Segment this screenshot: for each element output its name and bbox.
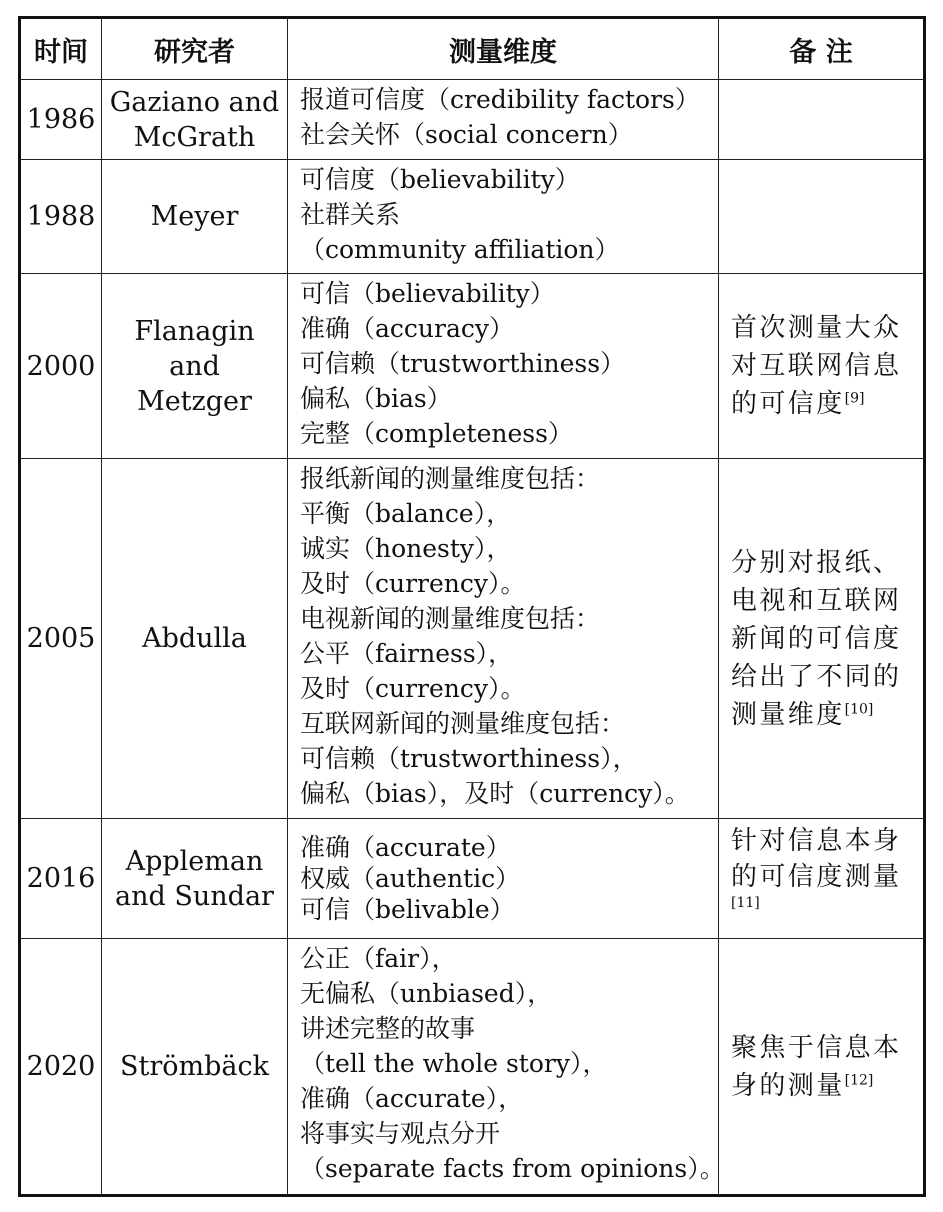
- note-line: 针对信息本身: [731, 826, 902, 856]
- table-row: [20, 939, 925, 1196]
- note-line: 分别对报纸、: [731, 547, 902, 578]
- note-line: [731, 1067, 915, 1105]
- note-line: 给出了不同的: [731, 661, 902, 692]
- citation-ref: [12]: [844, 1071, 874, 1088]
- dimension-line: 无偏私（unbiased），: [300, 979, 553, 1008]
- dimension-line: 社群关系: [300, 200, 401, 229]
- researcher-cell: [102, 274, 288, 459]
- credibility-dimensions-table: [18, 16, 926, 1197]
- note-line: [731, 385, 915, 423]
- dimension-line: 偏私（bias）: [300, 384, 452, 413]
- year-cell: 2020: [20, 939, 102, 1196]
- dimensions-cell: [288, 80, 719, 160]
- note-line: 的可信度测量: [731, 862, 902, 892]
- researcher-line: Strömbäck: [120, 1051, 269, 1082]
- dimension-line: （tell the whole story），: [300, 1049, 608, 1078]
- citation-ref: [9]: [844, 390, 865, 407]
- year-cell: 2005: [20, 459, 102, 819]
- dimension-line: 及时（currency）。: [300, 674, 526, 703]
- dimension-line: 电视新闻的测量维度包括：: [300, 604, 601, 633]
- header-researcher: 研究者: [102, 18, 288, 80]
- researcher-cell: [102, 459, 288, 819]
- dimension-line: 可信度（believability）: [300, 165, 580, 194]
- dimension-line: 偏私（bias），及时（currency）。: [300, 779, 690, 808]
- year-cell: 1986: [20, 80, 102, 160]
- dimension-line: 公正（fair），: [300, 944, 457, 973]
- dimension-line: 社会关怀（social concern）: [300, 120, 633, 149]
- dimension-line: 报道可信度（credibility factors）: [300, 85, 700, 114]
- dimension-line: 可信赖（trustworthiness）: [300, 349, 626, 378]
- header-row: [20, 18, 925, 80]
- dimensions-cell: [288, 274, 719, 459]
- researcher-line: Abdulla: [142, 623, 247, 654]
- note-line: 新闻的可信度: [731, 623, 902, 654]
- researcher-cell: [102, 819, 288, 939]
- dimension-line: 权威（authentic）: [300, 864, 521, 893]
- researcher-line: and Sundar: [115, 880, 274, 912]
- dimension-line: 完整（completeness）: [300, 419, 573, 448]
- table-row: [20, 459, 925, 819]
- table-row: [20, 274, 925, 459]
- researcher-line: McGrath: [133, 121, 256, 153]
- header-notes: 备 注: [719, 18, 925, 80]
- table-row: [20, 80, 925, 160]
- dimensions-cell: [288, 160, 719, 274]
- dimensions-cell: [288, 939, 725, 1196]
- table-row: [20, 819, 925, 939]
- researcher-cell: [102, 80, 288, 160]
- note-line: [731, 696, 915, 734]
- note-text: 测量维度: [731, 699, 845, 730]
- dimension-line: 将事实与观点分开: [300, 1119, 501, 1148]
- dimension-line: 平衡（balance），: [300, 499, 512, 528]
- note-line: 对互联网信息: [731, 351, 902, 381]
- researcher-line: Gaziano and: [109, 86, 280, 118]
- dimensions-cell: [288, 819, 719, 939]
- dimension-line: 可信（believability）: [300, 279, 555, 308]
- dimension-line: 讲述完整的故事: [300, 1014, 476, 1043]
- citation-ref: [11]: [731, 895, 760, 911]
- dimension-line: 准确（accurate）: [300, 833, 511, 862]
- year-cell: 1988: [20, 160, 102, 274]
- researcher-line: Meyer: [150, 201, 239, 232]
- dimension-line: 诚实（honesty），: [300, 534, 512, 563]
- dimension-line: 可信（belivable）: [300, 895, 515, 924]
- dimension-line: （separate facts from opinions）。: [300, 1154, 725, 1183]
- note-line: 聚焦于信息本: [731, 1032, 902, 1063]
- note-cell: [719, 160, 925, 274]
- note-cell: [719, 459, 925, 819]
- researcher-cell: [102, 939, 288, 1196]
- note-line: 首次测量大众: [731, 313, 902, 343]
- table-row: [20, 160, 925, 274]
- note-cell: [719, 274, 925, 459]
- year-cell: 2016: [20, 819, 102, 939]
- note-cell: [719, 80, 925, 160]
- researcher-cell: [102, 160, 288, 274]
- dimension-line: 公平（fairness），: [300, 639, 514, 668]
- note-line: 电视和互联网: [731, 585, 902, 616]
- year-cell: 2000: [20, 274, 102, 459]
- header-dimensions: 测量维度: [288, 18, 719, 80]
- researcher-line: Flanagin: [134, 315, 255, 347]
- dimension-line: 报纸新闻的测量维度包括：: [300, 464, 601, 493]
- dimension-line: 可信赖（trustworthiness），: [300, 744, 638, 773]
- researcher-line: and: [169, 350, 220, 382]
- dimension-line: 及时（currency）。: [300, 569, 526, 598]
- note-cell: [719, 819, 925, 939]
- note-cell: [719, 939, 925, 1196]
- note-text: 的可信度: [731, 389, 845, 419]
- header-year: 时间: [20, 18, 102, 80]
- dimensions-cell: [288, 459, 719, 819]
- researcher-line: Appleman: [125, 845, 264, 877]
- dimension-line: （community affiliation）: [300, 235, 620, 264]
- citation-ref: [10]: [844, 700, 874, 717]
- dimension-line: 互联网新闻的测量维度包括：: [300, 709, 626, 738]
- dimension-line: 准确（accurate），: [300, 1084, 524, 1113]
- researcher-line: Metzger: [137, 385, 252, 417]
- dimension-line: 准确（accuracy）: [300, 314, 514, 343]
- note-text: 身的测量: [731, 1070, 845, 1101]
